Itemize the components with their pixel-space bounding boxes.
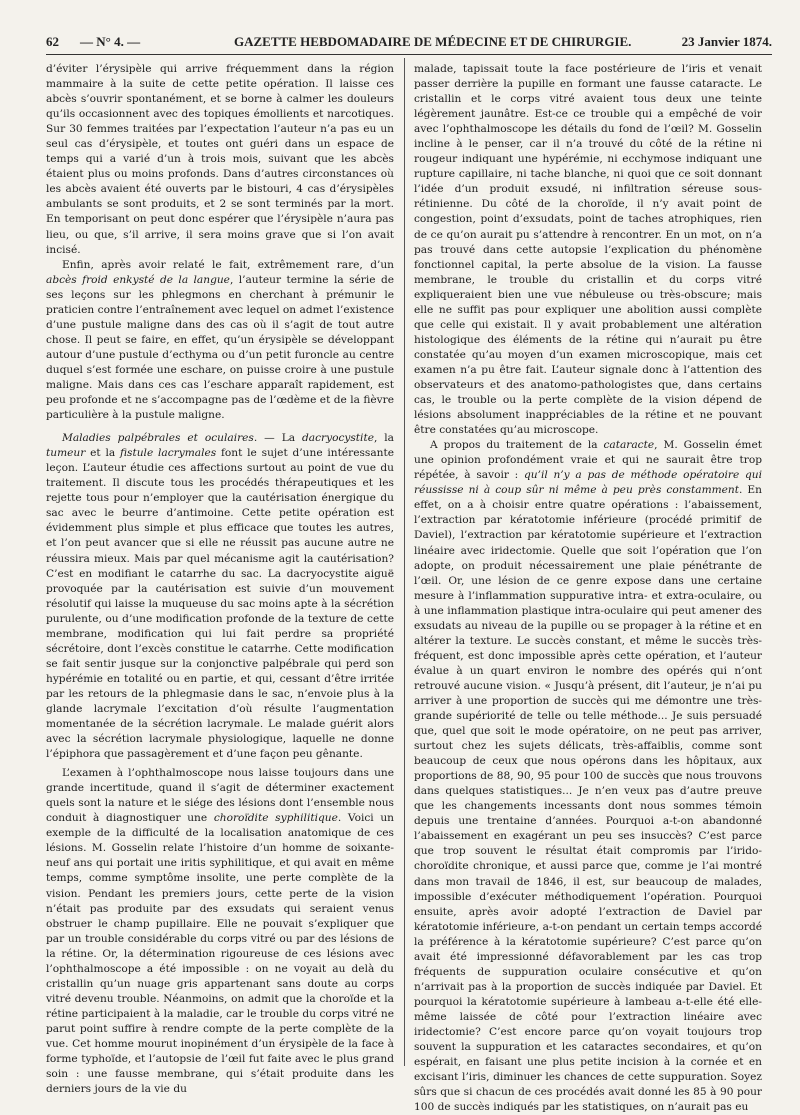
journal-title: GAZETTE HEBDOMADAIRE DE MÉDECINE ET DE CHIRURGIE.	[234, 34, 632, 49]
column-divider	[404, 58, 405, 1066]
paragraph: Enfin, après avoir relaté le fait, extrêmement rare, d’un abcès froid enkysté de la langue, l’auteur termine la série de ses leçons sur les phlegmons en cherchant à prémunir le praticien contre l’entraînement avec lequel on admet l’existence d’une pustule maligne dans des cas où il s’agit de tout autre chose. Il peut se faire, en effet, qu’un érysipèle se développant autour d’une pustule d’ecthyma ou d’un petit furoncle au centre duquel s’est formée une eschare, on puisse croire à une pustule maligne. Mais dans ces cas l’eschare apparaît rapidement, est peu profonde et ne s’accompagne pas de l’œdème et de la fièvre particulière à la pustule maligne.	[46, 258, 394, 422]
right-column	[414, 62, 762, 1115]
page-number: 62	[46, 34, 59, 49]
left-column	[46, 62, 394, 1097]
issue-date: 23 Janvier 1874.	[681, 34, 772, 49]
header-rule	[46, 54, 772, 55]
paragraph: Maladies palpébrales et oculaires. — La dacryocystite, la tumeur et la fistule lacrymales font le sujet d’une intéressante leçon. L’auteur étudie ces affections surtout au point de vue du traitement. Il discute tous les procédés thérapeutiques et les rejette tous pour n’employer que la cautérisation énergique du sac avec le beurre d’antimoine. Cette petite opération est évidemment plus simple et plus efficace que toutes les autres, et l’on peut avancer que si elle ne réussit pas aucune autre ne réussira mieux. Mais par quel mécanisme agit la cautérisation? C’est en modifiant le catarrhe du sac. La dacryocystite aiguë provoquée par la cautérisation est suivie d’un mouvement résolutif qui laisse la muqueuse du sac moins apte à la sécrétion purulente, ou d’une modification profonde de la texture de cette membrane, modification qui lui fait perdre sa propriété sécrétoire, dont l’excès constitue le catarrhe. Cette modification se fait sentir jusque sur la conjonctive palpébrale qui perd son hypérémie en totalité ou en partie, et qui, cessant d’être irritée par les retours de la phlegmasie dans le sac, n’envoie plus à la glande lacrymale l’excitation d’où résulte l’augmentation momentanée de la sécrétion lacrymale. Le malade guérit alors avec la sécrétion lacrymale physiologique, laquelle ne donne l’épiphora que passagèrement et d’une façon peu gênante.	[46, 432, 395, 761]
paragraph: malade, tapissait toute la face postérieure de l’iris et venait passer derrière la pupille en formant une fausse cataracte. Le cristallin et le corps vitré avaient tous deux une teinte légèrement jaunâtre. Est-ce ce trouble qui a empêché de voir avec l’ophthalmoscope les détails du fond de l’œil? M. Gosselin incline à le penser, car il n’a trouvé du côté de la rétine ni rougeur indiquant une hypérémie, ni ecchymose indiquant une rupture capillaire, ni tache blanche, ni quoi que ce soit donnant l’idée d’un produit exsudé, ni infiltration séreuse sous-rétinienne. Du côté de la choroïde, il n’y avait point de congestion, point d’exsudats, point de taches atrophiques, rien de ce qu’on aurait pu s’attendre à rencontrer. En un mot, on n’a pas trouvé dans cette autopsie l’explication du phénomène fonctionnel capital, la perte absolue de la vision. La fausse membrane, le trouble du cristallin et du corps vitré expliqueraient bien une vue nébuleuse ou très-obscure; mais elle ne suffit pas pour expliquer une abolition aussi complète que celle qui existait. Il y avait probablement une altération histologique des éléments de la rétine qui n’aurait pu être constatée qu’au moyen d’un examen microscopique, mais cet examen n’a pu être fait. L’auteur signale donc à l’attention des observateurs et des anatomo-pathologistes que, dans certains cas, le trouble ou la perte complète de la vision dépend de lésions absolument inappréciables de la rétine et ne pouvant être constatées qu’au microscope.	[414, 63, 762, 437]
paragraph: A propos du traitement de la cataracte, M. Gosselin émet une opinion profondément vraie et qui ne saurait être trop répétée, à savoir : qu’il n’y a pas de méthode opératoire qui réussisse ni à coup sûr ni même à peu près constamment. En effet, on a à choisir entre quatre opérations : l’abaissement, l’extraction par kératotomie inférieure (procédé primitif de Daviel), l’extraction par kératotomie supérieure et l’extraction linéaire avec iridectomie. Quelle que soit l’opération que l’on adopte, on produit nécessairement une plaie pénétrante de l’œil. Or, une lésion de ce genre expose dans une certaine mesure à l’inflammation suppurative intra- et extra-oculaire, ou à une inflammation plastique intra-oculaire qui peut amener des exsudats au niveau de la pupille ou se propager à la rétine et en altérer la texture. Le succès constant, et même le succès très-fréquent, est donc impossible après cette opération, et l’auteur évalue à un quart environ le nombre des opérés qui n’ont retrouvé aucune vision. « Jusqu’à présent, dit l’auteur, je n’ai pu arriver à une proportion de succès qui me démontre une très-grande supériorité de telle ou telle méthode... Je suis persuadé que, quel que soit le mode opératoire, on ne peut pas arriver, surtout chez les sujets délicats, très-affaiblis, comme sont beaucoup de ceux que nous opérons dans les hôpitaux, aux proportions de 88, 90, 95 pour 100 de succès que nous trouvons dans quelques statistiques... Je n’en veux pas d’autre preuve que les changements incessants dont nous sommes témoin depuis une trentaine d’années. Pourquoi a-t-on abandonné l’abaissement en exagérant un peu ses insuccès? C’est parce que trop souvent le résultat était compromis par l’irido-choroïdite chronique, et aussi parce que, comme je l’ai montré dans mon travail de 1846, il est, sur beaucoup de malades, impossible d’exécuter méthodiquement l’opération. Pourquoi ensuite, après avoir adopté l’extraction de Daviel par kératotomie inférieure, a-t-on pendant un certain temps accordé la préférence à la kératotomie supérieure? C’est parce qu’on avait été impressionné défavorablement par les cas trop fréquents de suppuration oculaire consécutive et qu’on n’arrivait pas à la proportion de succès indiquée par Daviel. Et pourquoi la kératotomie supérieure à lambeau a-t-elle été elle-même laissée de côté pour l’extraction linéaire avec iridectomie? C’est encore parce qu’on voyait toujours trop souvent la suppuration et les cataractes secondaires, et qu’on espérait, en faisant une plus petite incision à la cornée et en excisant l’iris, diminuer les chances de cette suppuration. Soyez sûrs que si chacun de ces procédés avait donné les 85 à 90 pour 100 de succès indiqués par les statistiques, on n’aurait pas eu	[414, 439, 763, 1114]
page-header	[46, 34, 772, 50]
paragraph: d’éviter l’érysipèle qui arrive fréquemment dans la région mammaire à la suite de cette petite opération. Il laisse ces abcès s’ouvrir spontanément, et se borne à calmer les douleurs qu’ils occasionnent avec des topiques émollients et narcotiques. Sur 30 femmes traitées par l’expectation l’auteur n’a pas eu un seul cas d’érysipèle, et toutes ont guéri dans un espace de temps qui a varié d’un à trois mois, suivant que les abcès étaient plus ou moins profonds. Dans d’autres circonstances où les abcès avaient été ouverts par le bistouri, 4 cas d’érysipèles ambulants se sont produits, et 2 se sont terminés par la mort. En temporisant on peut donc espérer que l’érysipèle n’aura pas lieu, ou que, s’il arrive, il sera moins grave que si l’on avait incisé.	[46, 63, 394, 256]
paragraph: L’examen à l’ophthalmoscope nous laisse toujours dans une grande incertitude, quand il s’agit de déterminer exactement quels sont la nature et le siége des lésions dont l’ensemble nous conduit à diagnostiquer une choroïdite syphilitique. Voici un exemple de la difficulté de la localisation anatomique de ces lésions. M. Gosselin relate l’histoire d’un homme de soixante-neuf ans qui portait une iritis syphilitique, et qui avait en même temps, comme symptôme insolite, une perte complète de la vision. Pendant les premiers jours, cette perte de la vision n’était pas produite par des exsudats qui seraient venus obstruer le champ pupillaire. Elle ne pouvait s’expliquer que par un trouble considérable du corps vitré ou par des lésions de la rétine. Or, la détermination rigoureuse de ces lésions avec l’ophthalmoscope a été impossible : on ne voyait au delà du cristallin qu’un nuage gris appartenant sans doute au corps vitré devenu trouble. Néanmoins, on admit que la choroïde et la rétine participaient à la maladie, car le trouble du corps vitré ne parut point suffire à rendre compte de la perte complète de la vue. Cet homme mourut inopinément d’un érysipèle de la face à forme typhoïde, et l’autopsie de l’œil fut faite avec le plus grand soin : une fausse membrane, qui s’était produite dans les derniers jours de la vie du	[46, 767, 394, 1096]
issue-number: — N° 4. —	[80, 34, 141, 49]
